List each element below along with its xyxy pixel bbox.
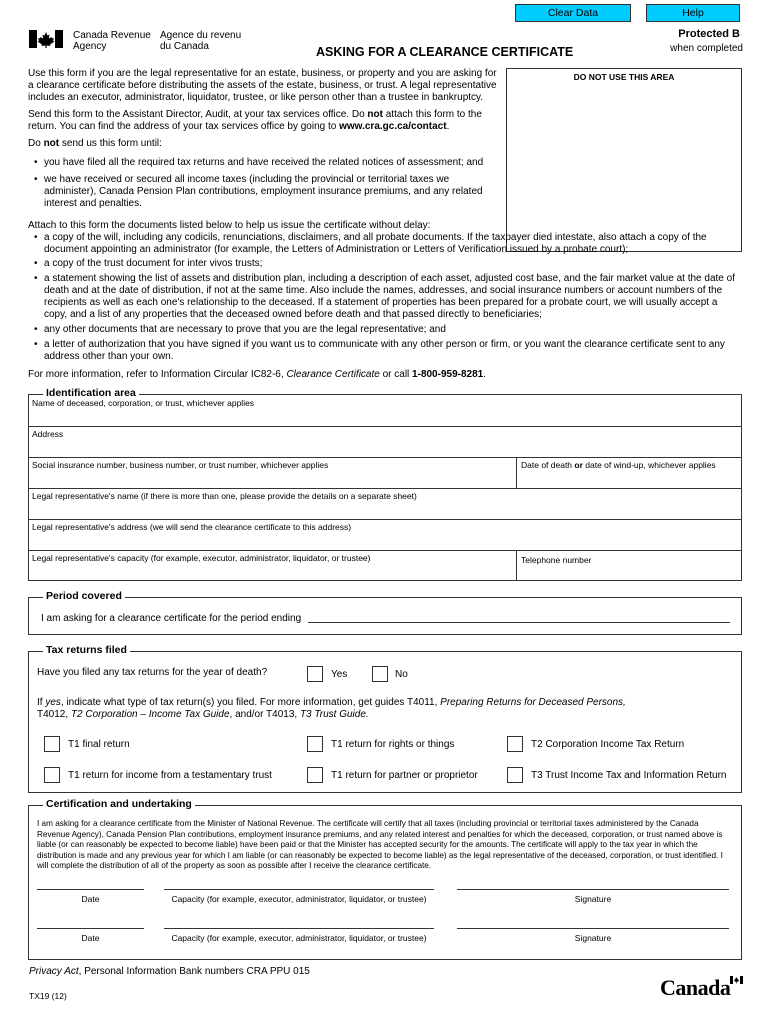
more-info: For more information, refer to Information Circular IC82-6, Clearance Certificate or call 1-800-959-8281. <box>28 369 486 380</box>
intro-paragraph: Use this form if you are the legal representative for an estate, business, or property and you are asking for a clearance certificate before distributing the assets of the estate, business, or trust. A legal representative includes an executor, administrator, liquidator, trustee, or like person other than a trustee in bankruptcy. <box>28 68 497 103</box>
field-label: Telephone number <box>521 555 592 565</box>
t3-trust-label: T3 Trust Income Tax and Information Return <box>531 770 727 781</box>
rep-address-field[interactable] <box>28 519 742 550</box>
tax-returns-legend: Tax returns filed <box>43 644 130 657</box>
capacity-label: Capacity (for example, executor, administrator, liquidator, or trustee) <box>171 894 427 904</box>
agency-name-fr: Agence du revenu du Canada <box>160 30 242 52</box>
date-input-2[interactable] <box>37 928 144 929</box>
clear-data-button[interactable]: Clear Data <box>515 4 631 22</box>
list-item: • any other documents that are necessary to prove that you are the legal representative; and <box>28 324 740 336</box>
deceased-name-field[interactable] <box>28 396 742 426</box>
wordmark-flag-icon <box>730 976 743 989</box>
t1-testamentary-label: T1 return for income from a testamentary trust <box>68 770 272 781</box>
list-item: • a statement showing the list of assets and distribution plan, including a description of each asset, adjusted cost base, and the fair market value at the date of death and at the date of distribution, if not at the same time. Also include the names, addresses, and social insurance numbers or account numbers of the recipients as well as each one's relationship to the deceased. If a statement of properties has been prepared for a probate court, we will usually accept a copy, and a list of any properties that the deceased owned before death and that passed directly to beneficiaries; <box>28 273 740 321</box>
period-legend: Period covered <box>43 590 125 603</box>
form-id: TX19 (12) <box>29 991 67 1001</box>
signature-input-1[interactable] <box>457 889 729 890</box>
help-button[interactable]: Help <box>646 4 740 22</box>
signature-label: Signature <box>574 933 612 943</box>
do-not-use-label: DO NOT USE THIS AREA <box>573 72 675 82</box>
field-label: Legal representative's address (we will send the clearance certificate to this address) <box>32 522 352 532</box>
yes-label: Yes <box>331 669 348 680</box>
t3-trust-checkbox[interactable] <box>507 767 523 783</box>
do-not-send-heading: Do not send us this form until: <box>28 138 162 149</box>
capacity-input-1[interactable] <box>164 889 434 890</box>
date-input-1[interactable] <box>37 889 144 890</box>
certification-legend: Certification and undertaking <box>43 798 195 811</box>
address-field[interactable] <box>28 426 742 457</box>
yes-checkbox[interactable] <box>307 666 323 682</box>
sin-field[interactable] <box>28 457 516 488</box>
certification-text: I am asking for a clearance certificate from the Minister of National Revenue. The certificate will certify that all taxes (including provincial or territorial taxes administered by the Canada Revenue Agency), Canada Pension Plan contributions, employment insurance premiums, and any related interest and penalties for which the deceased, corporation, or trust named above is liable (or can reasonably be expected to become liable) have been paid or that the Minister has accepted security for the amounts. The certificate will apply to the tax year in which the distribution is made and any previous year for which I am liable (or can reasonably be expected to become liable) as the legal representative of the deceased, corporation, or trust identified. I will complete the distribution of all of the property as soon as possible after I receive the clearance certificate. <box>37 819 723 870</box>
canada-flag-icon <box>29 30 63 48</box>
tax-returns-question: Have you filed any tax returns for the year of death? <box>37 667 268 678</box>
telephone-field[interactable] <box>516 550 742 581</box>
privacy-act-note: Privacy Act, Personal Information Bank numbers CRA PPU 015 <box>29 966 310 977</box>
t2-corporation-label: T2 Corporation Income Tax Return <box>531 739 685 750</box>
t1-rights-checkbox[interactable] <box>307 736 323 752</box>
field-label: Name of deceased, corporation, or trust, whichever applies <box>32 398 255 408</box>
list-item: • we have received or secured all income taxes (including the provincial or territorial taxes we administer), Canada Pension Plan contributions, employment insurance premiums, and any related interest and penalties. <box>28 174 504 210</box>
signature-label: Signature <box>574 894 612 904</box>
field-label: Date of death or date of wind-up, whichever applies <box>521 460 716 470</box>
do-not-use-area <box>506 68 742 252</box>
page-title: ASKING FOR A CLEARANCE CERTIFICATE <box>316 45 574 59</box>
no-checkbox[interactable] <box>372 666 388 682</box>
protected-b-label: Protected B <box>678 28 740 40</box>
date-label: Date <box>81 933 100 943</box>
field-label: Social insurance number, business number, or trust number, whichever applies <box>32 460 329 470</box>
send-instructions: Send this form to the Assistant Director, Audit, at your tax services office. Do not attach this form to the return. You can find the address of your tax services office by going to www.cra.gc.ca/contact. <box>28 109 482 132</box>
no-label: No <box>395 669 408 680</box>
agency-name-en: Canada Revenue Agency <box>73 30 151 52</box>
protected-b-sublabel: when completed <box>670 43 743 54</box>
t1-partner-checkbox[interactable] <box>307 767 323 783</box>
until-list <box>28 157 504 210</box>
t2-corporation-checkbox[interactable] <box>507 736 523 752</box>
field-label: Legal representative's capacity (for example, executor, administrator, liquidator, or trustee) <box>32 553 371 563</box>
t1-rights-label: T1 return for rights or things <box>331 739 455 750</box>
period-text: I am asking for a clearance certificate for the period ending <box>41 613 302 624</box>
t1-final-label: T1 final return <box>68 739 130 750</box>
period-end-input[interactable] <box>308 622 730 623</box>
tax-returns-guide-text: If yes, indicate what type of tax return(s) you filed. For more information, get guides T4011, Preparing Returns for Deceased Persons, T4012, T2 Corporation – Income Tax Guide, and/or T4013, T3 Trust Guide. <box>37 697 626 720</box>
capacity-label: Capacity (for example, executor, administrator, liquidator, or trustee) <box>171 933 427 943</box>
contact-link[interactable]: www.cra.gc.ca/contact <box>339 121 447 132</box>
canada-wordmark: Canada <box>660 976 744 1000</box>
t1-partner-label: T1 return for partner or proprietor <box>331 770 478 781</box>
field-label: Address <box>32 429 64 439</box>
capacity-input-2[interactable] <box>164 928 434 929</box>
signature-input-2[interactable] <box>457 928 729 929</box>
identification-legend: Identification area <box>43 387 139 400</box>
date-of-death-field[interactable] <box>516 457 742 488</box>
list-item: • you have filed all the required tax returns and have received the related notices of assessment; and <box>28 157 504 169</box>
t1-testamentary-checkbox[interactable] <box>44 767 60 783</box>
list-item: • a copy of the will, including any codicils, renunciations, disclaimers, and all probate documents. If the taxpayer died intestate, also attach a copy of the document appointing an administrator (for example, the Letters of Administration or Letters of Verification issued by a probate court); <box>28 232 740 256</box>
rep-name-field[interactable] <box>28 488 742 519</box>
field-label: Legal representative's name (if there is more than one, please provide the details on a separate sheet) <box>32 491 417 501</box>
t1-final-checkbox[interactable] <box>44 736 60 752</box>
attach-list <box>28 232 740 363</box>
list-item: • a copy of the trust document for inter vivos trusts; <box>28 258 740 270</box>
date-label: Date <box>81 894 100 904</box>
rep-capacity-field[interactable] <box>28 550 516 581</box>
list-item: • a letter of authorization that you have signed if you want us to communicate with any other person or firm, or you want the clearance certificate sent to any address other than your own. <box>28 339 740 363</box>
attach-heading: Attach to this form the documents listed below to help us issue the certificate without delay: <box>28 220 431 231</box>
